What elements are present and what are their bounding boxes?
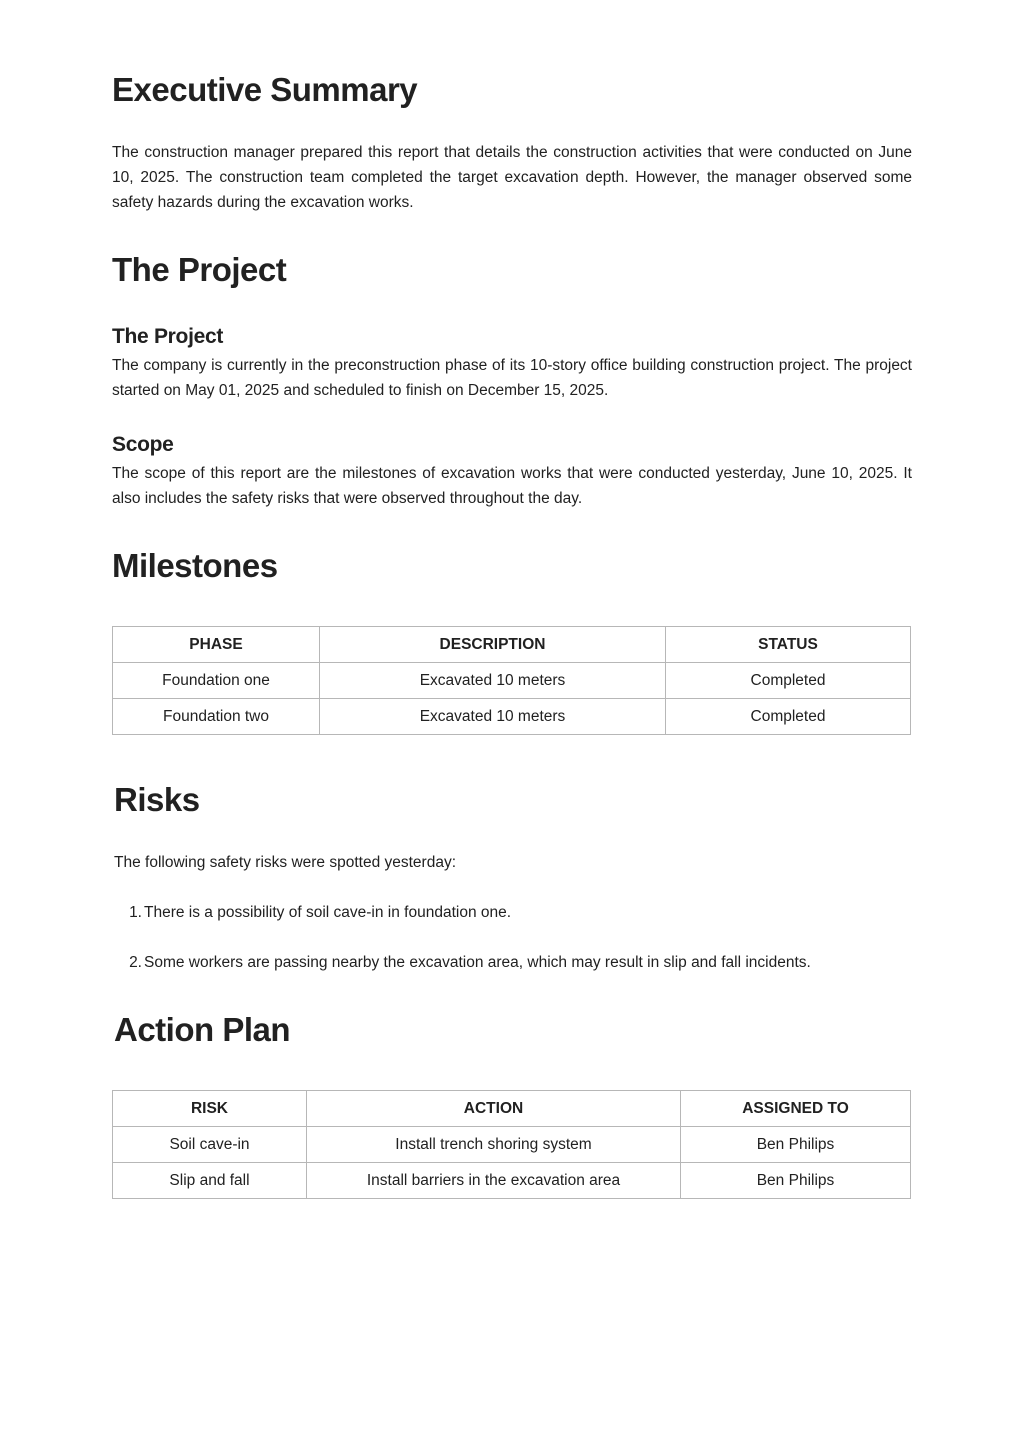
risks-intro: The following safety risks were spotted yesterday: bbox=[114, 854, 457, 871]
action-assigned-cell: Ben Philips bbox=[681, 1163, 911, 1199]
table-row bbox=[113, 1163, 911, 1199]
milestone-description-cell: Excavated 10 meters bbox=[320, 699, 666, 735]
action-risk-cell: Soil cave-in bbox=[113, 1127, 307, 1163]
milestones-header-row bbox=[113, 627, 911, 663]
milestone-description-cell: Excavated 10 meters bbox=[320, 663, 666, 699]
list-item bbox=[112, 950, 811, 975]
table-row bbox=[113, 699, 911, 735]
project-heading: The Project bbox=[112, 251, 287, 288]
action-plan-header-row bbox=[113, 1091, 911, 1127]
action-plan-col-assigned: ASSIGNED TO bbox=[681, 1091, 911, 1127]
project-body: The company is currently in the preconstruction phase of its 10-story office building construction project. The project started on May 01, 2025 and scheduled to finish on December 15, 2025. bbox=[112, 357, 912, 399]
action-plan-col-risk: RISK bbox=[113, 1091, 307, 1127]
milestones-col-status: STATUS bbox=[666, 627, 911, 663]
action-risk-cell: Slip and fall bbox=[113, 1163, 307, 1199]
scope-body: The scope of this report are the milestones of excavation works that were conducted yesterday, June 10, 2025. It also includes the safety risks that were observed throughout the day. bbox=[112, 465, 912, 507]
milestone-status-cell: Completed bbox=[666, 663, 911, 699]
risks-heading: Risks bbox=[114, 781, 200, 818]
project-subheading: The Project bbox=[112, 325, 224, 348]
scope-subheading: Scope bbox=[112, 433, 174, 456]
list-item-text: Some workers are passing nearby the excavation area, which may result in slip and fall incidents. bbox=[144, 954, 811, 971]
action-plan-heading: Action Plan bbox=[114, 1011, 291, 1048]
action-plan-col-action: ACTION bbox=[307, 1091, 681, 1127]
table-row bbox=[113, 663, 911, 699]
milestone-phase-cell: Foundation one bbox=[113, 663, 320, 699]
action-assigned-cell: Ben Philips bbox=[681, 1127, 911, 1163]
executive-summary-heading: Executive Summary bbox=[112, 71, 418, 108]
list-item-text: There is a possibility of soil cave-in in foundation one. bbox=[144, 904, 512, 921]
table-row bbox=[113, 1127, 911, 1163]
milestones-heading: Milestones bbox=[112, 547, 278, 584]
list-item-number: 2. bbox=[129, 954, 142, 971]
milestones-table bbox=[112, 626, 911, 735]
action-plan-table bbox=[112, 1090, 911, 1199]
action-action-cell: Install trench shoring system bbox=[307, 1127, 681, 1163]
list-item bbox=[112, 900, 511, 925]
action-action-cell: Install barriers in the excavation area bbox=[307, 1163, 681, 1199]
milestones-col-phase: PHASE bbox=[113, 627, 320, 663]
executive-summary-body: The construction manager prepared this report that details the construction activities that were conducted on June 10, 2025. The construction team completed the target excavation depth. However, the manager observed some safety hazards during the excavation works. bbox=[112, 144, 912, 211]
milestone-phase-cell: Foundation two bbox=[113, 699, 320, 735]
milestones-col-description: DESCRIPTION bbox=[320, 627, 666, 663]
list-item-number: 1. bbox=[129, 904, 142, 921]
milestone-status-cell: Completed bbox=[666, 699, 911, 735]
